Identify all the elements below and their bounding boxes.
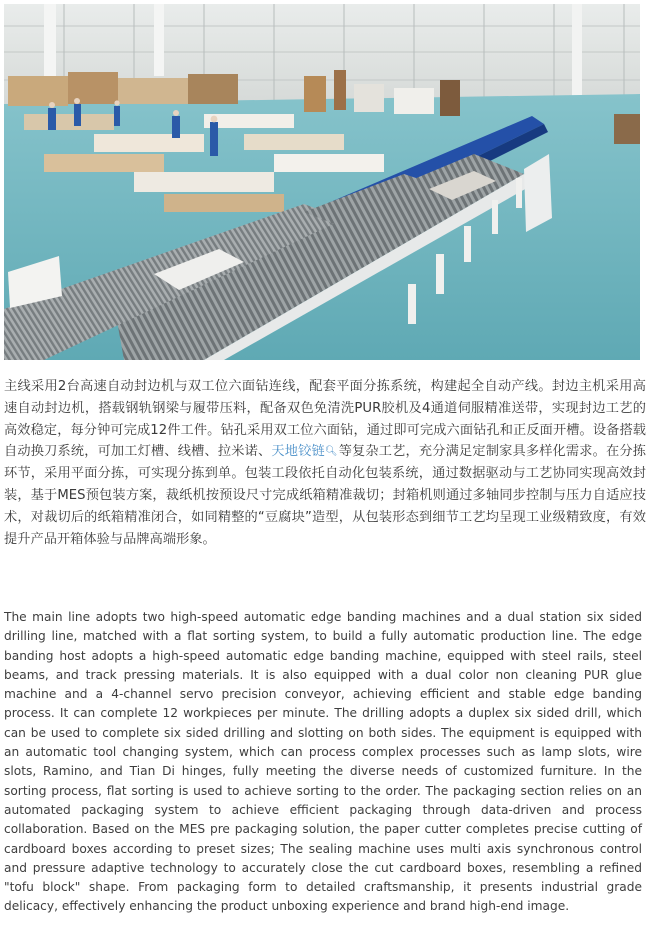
zh-text-part-1: 主线采用2台高速自动封边机与双工位六面钻连线，配套平面分拣系统，构建起全自动产线。封边主机采用高速自动封边机，搭载钢轨钢梁与履带压料，配备双色免清洗PUR胶机及4通道伺服精准送带，实现封边工艺的高效稳定，每分钟可完成12件工件。钻孔采用双工位六面钻，通过即可完成六面钻孔和正反面开槽。设备搭载自动换刀系统，可加工灯槽、线槽、拉米诺、 (4, 379, 646, 460)
zh-text-part-2: 等复杂工艺，充分满足定制家具多样化需求。在分拣环节，采用平面分拣，可实现分拣到单。包装工段依托自动化包装系统，通过数据驱动与工艺协同实现高效封装，基于MES预包装方案，裁纸机按预设尺寸完成纸箱精准裁切；封箱机则通过多轴同步控制与压力自适应技术，对裁切后的纸箱精准闭合，如同精整的“豆腐块”造型，从包装形态到细节工艺均呈现工业级精致度，有效提升产品开箱体验与品牌高端形象。 (4, 444, 646, 547)
factory-photo-illustration (4, 4, 640, 360)
article-english-paragraph: The main line adopts two high-speed automatic edge banding machines and a dual station six sided drilling line, matched with a flat sorting system, to build a fully automatic production line. The edge banding host adopts a high-speed automatic edge banding machine, equipped with steel rails, steel beams, and track pressing materials. It is also equipped with a dual color non cleaning PUR glue machine and a 4-channel servo precision conveyor, achieving efficient and stable edge banding process. It can complete 12 workpieces per minute. The drilling adopts a duplex six sided drill, which can be used to complete six sided drilling and slotting on both sides. The equipment is equipped with an automatic tool changing system, which can process complex processes such as lamp slots, wire slots, Ramino, and Tian Di hinges, fully meeting the diverse needs of customized furniture. In the sorting process, flat sorting is used to achieve sorting to the order. The packaging section relies on an automated packaging system to achieve efficient packaging through data-driven and process collaboration. Based on the MES pre packaging solution, the paper cutter completes precise cutting of cardboard boxes according to preset sizes; The sealing machine uses multi axis synchronous control and pressure adaptive technology to accurately close the cut cardboard boxes, resembling a refined "tofu block" shape. From packaging form to detailed craftsmanship, it presents industrial grade delicacy, effectively enhancing the product unboxing experience and brand high-end image. (4, 610, 642, 914)
tiandi-hinge-link[interactable]: 天地铰链 (271, 444, 325, 460)
search-icon[interactable]: 🔍︎ (324, 446, 338, 458)
factory-photo (4, 4, 640, 360)
article-chinese-paragraph (4, 376, 646, 550)
